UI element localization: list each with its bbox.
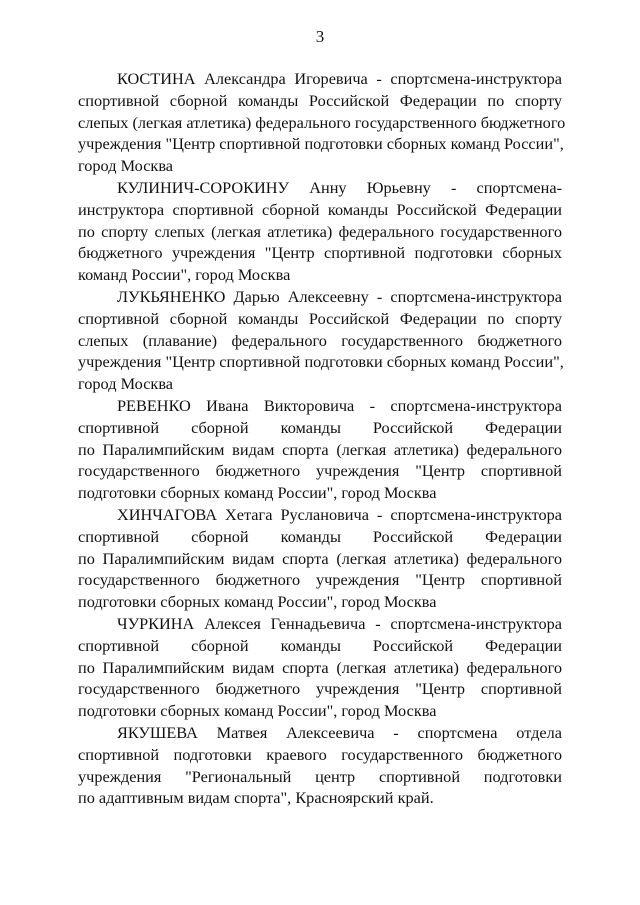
entry-line: государственного бюджетного учреждения "Центр спортивной — [78, 679, 562, 699]
entry-line: государственного бюджетного учреждения "Центр спортивной — [78, 570, 562, 590]
entry-line: учреждения "Центр спортивной подготовки сборных команд России", — [78, 134, 564, 154]
entry-line: спортивной подготовки краевого государственного бюджетного — [78, 744, 562, 764]
entry-line: город Москва — [78, 374, 174, 394]
entry-line: бюджетного учреждения "Центр спортивной подготовки сборных — [78, 243, 562, 263]
entry-line: спортивной сборной команды Российской Федерации по спорту — [78, 90, 562, 110]
page-number: 3 — [315, 27, 325, 46]
entry-line: ХИНЧАГОВА Хетага Руслановича - спортсмена-инструктора — [117, 504, 562, 524]
entry-line: спортивной сборной команды Российской Федерации — [78, 417, 562, 437]
entry-line: город Москва — [78, 156, 174, 176]
entry-line: подготовки сборных команд России", город Москва — [78, 483, 437, 503]
document-body — [78, 68, 566, 809]
entry-line: по Паралимпийским видам спорта (легкая атлетика) федерального — [78, 657, 562, 677]
entry-line: слепых (плавание) федерального государственного бюджетного — [78, 330, 562, 350]
entry-line: КУЛИНИЧ-СОРОКИНУ Анну Юрьевну - спортсмена- — [117, 177, 562, 197]
entry-line: инструктора спортивной сборной команды Российской Федерации — [78, 199, 562, 219]
entry-line: по спорту слепых (легкая атлетика) федерального государственного — [78, 221, 562, 241]
entry-line: ЯКУШЕВА Матвея Алексеевича - спортсмена отдела — [117, 722, 562, 742]
entry-line: по Паралимпийским видам спорта (легкая атлетика) федерального — [78, 439, 562, 459]
award-entry-kostina — [78, 68, 566, 177]
entry-line: подготовки сборных команд России", город Москва — [78, 701, 437, 721]
entry-line: ЛУКЬЯНЕНКО Дарью Алексеевну - спортсмена-инструктора — [117, 286, 562, 306]
entry-line: по адаптивным видам спорта", Красноярский край. — [78, 788, 434, 808]
entry-line: учреждения "Региональный центр спортивной подготовки — [78, 766, 562, 786]
entry-line: слепых (легкая атлетика) федерального государственного бюджетного — [78, 112, 566, 132]
entry-line: спортивной сборной команды Российской Федерации — [78, 635, 562, 655]
entry-line: государственного бюджетного учреждения "Центр спортивной — [78, 461, 562, 481]
entry-line: РЕВЕНКО Ивана Викторовича - спортсмена-инструктора — [117, 395, 562, 415]
award-entry-lukyanenko — [78, 286, 562, 395]
award-entry-khinchagov — [78, 504, 562, 613]
entry-line: подготовки сборных команд России", город Москва — [78, 592, 437, 612]
entry-line: КОСТИНА Александра Игоревича - спортсмена-инструктора — [117, 69, 562, 88]
award-entry-yakushev — [78, 722, 562, 809]
award-entry-kulinich-sorokina — [78, 177, 562, 286]
entry-line: спортивной сборной команды Российской Федерации — [78, 526, 562, 546]
entry-line: команд России", город Москва — [78, 265, 291, 285]
entry-line: спортивной сборной команды Российской Федерации по спорту — [78, 308, 562, 328]
award-entry-churkin — [78, 613, 562, 722]
entry-line: ЧУРКИНА Алексея Геннадьевича - спортсмена-инструктора — [117, 613, 562, 633]
award-entry-revenko — [78, 395, 562, 504]
entry-line: по Паралимпийским видам спорта (легкая атлетика) федерального — [78, 548, 562, 568]
entry-line: учреждения "Центр спортивной подготовки сборных команд России", — [78, 352, 564, 372]
